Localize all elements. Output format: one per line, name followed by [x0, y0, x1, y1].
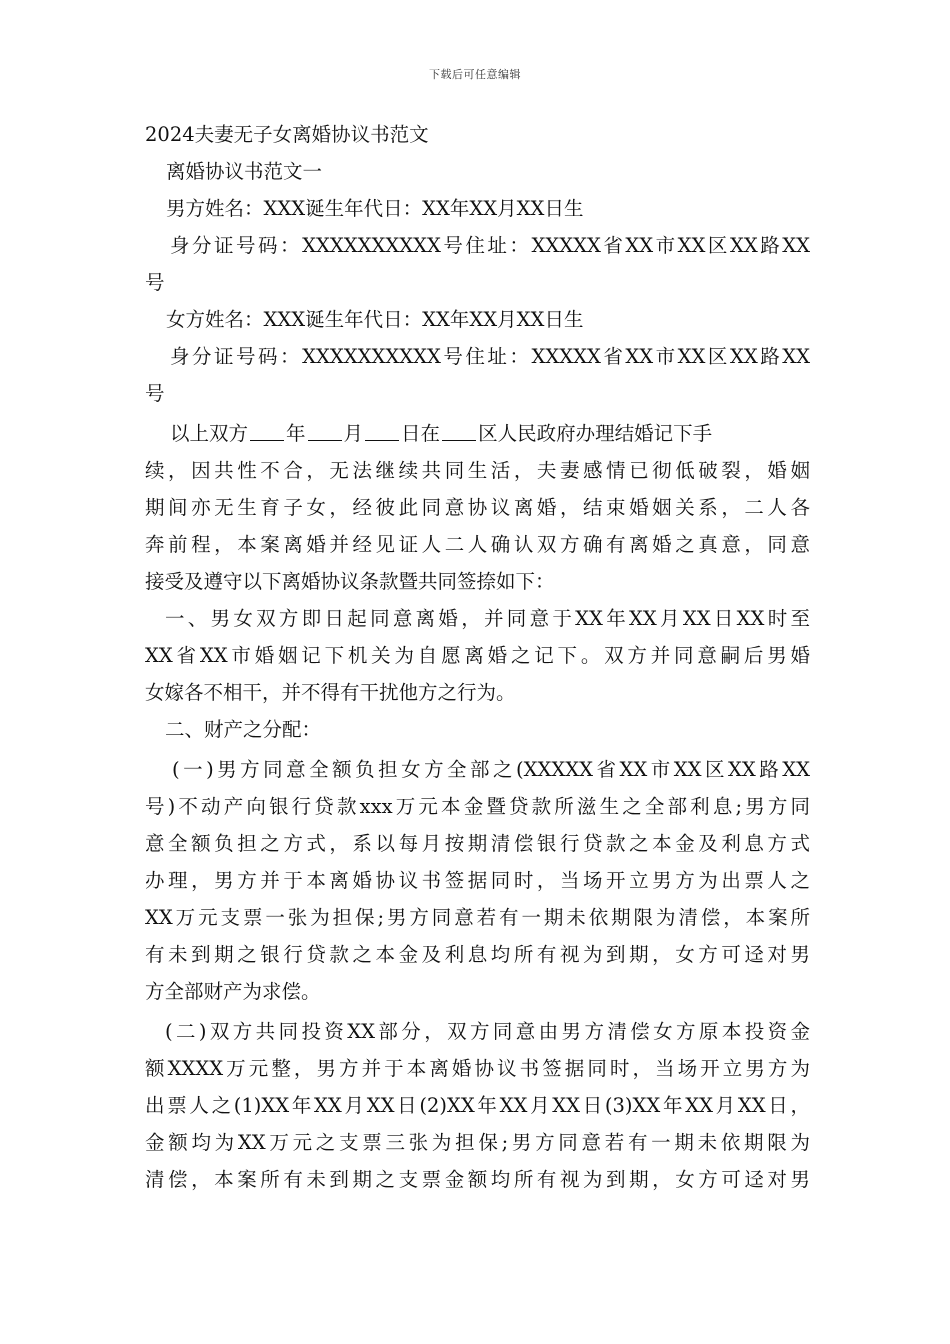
female-id-line-cont: 号 — [145, 382, 165, 405]
clause2-1-line: XX万元支票一张为担保;男方同意若有一期未依期限为清偿，本案所 — [145, 906, 810, 929]
male-name-line: 男方姓名：XXX诞生年代日：XX年XX月XX日生 — [166, 197, 584, 220]
clause2-1-line: 意全额负担之方式，系以每月按期清偿银行贷款之本金及利息方式 — [145, 832, 810, 855]
intro-text: 日在 — [401, 422, 441, 445]
clause2-2-line: 清偿，本案所有未到期之支票金额均所有视为到期，女方可迳对男 — [145, 1168, 810, 1191]
month-blank — [308, 420, 342, 441]
intro-line: 续，因共性不合，无法继续共同生活，夫妻感情已彻低破裂，婚姻 — [145, 459, 810, 482]
clause2-1-line: 号)不动产向银行贷款xxx万元本金暨贷款所滋生之全部利息;男方同 — [145, 795, 810, 818]
document-subtitle: 离婚协议书范文一 — [166, 160, 323, 183]
intro-text: 以上双方 — [170, 422, 249, 445]
clause2-1-line: 方全部财产为求偿。 — [145, 980, 321, 1003]
intro-text: 区人民政府办理结婚记下手 — [478, 422, 713, 445]
clause1-line: 一、男女双方即日起同意离婚，并同意于XX年XX月XX日XX时至 — [165, 607, 810, 630]
clause2-1-line: 有未到期之银行贷款之本金及利息均所有视为到期，女方可迳对男 — [145, 943, 810, 966]
clause1-line: 女嫁各不相干，并不得有干扰他方之行为。 — [145, 681, 516, 704]
female-id-line: 身分证号码：XXXXXXXXXX号住址：XXXXX省XX市XX区XX路XX — [170, 345, 810, 368]
day-blank — [365, 420, 399, 441]
clause2-2-line: 出票人之(1)XX年XX月XX日(2)XX年XX月XX日(3)XX年XX月XX日， — [145, 1094, 810, 1117]
intro-line: 奔前程，本案离婚并经见证人二人确认双方确有离婚之真意，同意 — [145, 533, 810, 556]
clause2-title: 二、财产之分配： — [165, 718, 322, 741]
document-body — [145, 116, 810, 1198]
page-header: 下载后可任意编辑 — [429, 68, 521, 81]
district-blank — [442, 420, 476, 441]
female-name-line: 女方姓名：XXX诞生年代日：XX年XX月XX日生 — [166, 308, 584, 331]
intro-line: 期间亦无生育子女，经彼此同意协议离婚，结束婚姻关系，二人各 — [145, 496, 810, 519]
year-blank — [250, 420, 284, 441]
clause2-2-line: 金额均为XX万元之支票三张为担保;男方同意若有一期未依期限为 — [145, 1131, 810, 1154]
clause2-2-line: 额XXXX万元整，男方并于本离婚协议书签据同时，当场开立男方为 — [145, 1057, 810, 1080]
document-title: 2024夫妻无子女离婚协议书范文 — [145, 123, 429, 146]
clause2-1-line: 办理，男方并于本离婚协议书签据同时，当场开立男方为出票人之 — [145, 869, 810, 892]
male-id-line-cont: 号 — [145, 271, 165, 294]
intro-line: 接受及遵守以下离婚协议条款暨共同签捺如下： — [145, 570, 555, 593]
intro-first-line — [145, 415, 810, 452]
intro-text: 年 — [286, 422, 306, 445]
male-id-line: 身分证号码：XXXXXXXXXX号住址：XXXXX省XX市XX区XX路XX — [170, 234, 810, 257]
clause2-1-line: (一)男方同意全额负担女方全部之(XXXXX省XX市XX区XX路XX — [172, 758, 810, 781]
clause2-2-line: (二)双方共同投资XX部分，双方同意由男方清偿女方原本投资金 — [165, 1020, 810, 1043]
intro-text: 月 — [343, 422, 364, 445]
clause1-line: XX省XX市婚姻记下机关为自愿离婚之记下。双方并同意嗣后男婚 — [145, 644, 810, 667]
